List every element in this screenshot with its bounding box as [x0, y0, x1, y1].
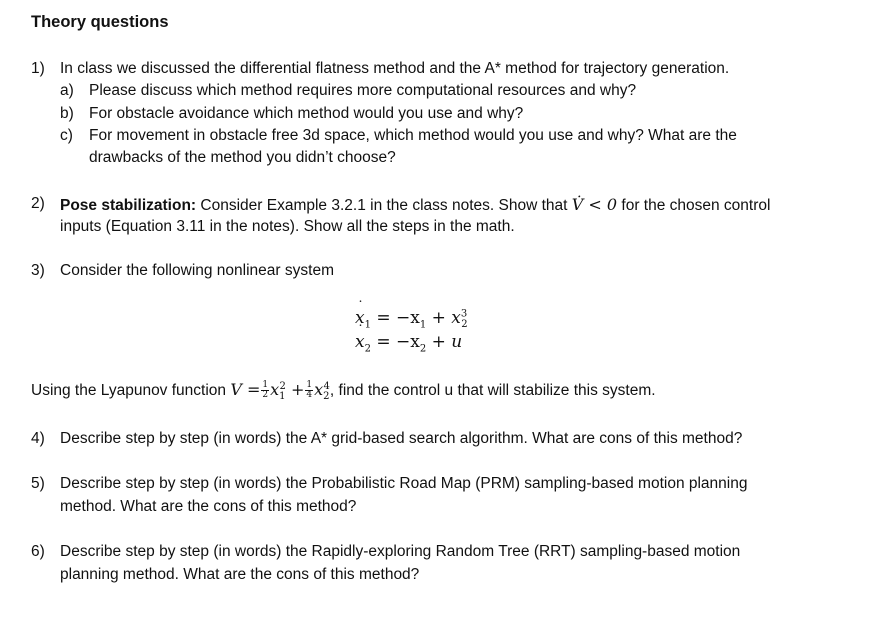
q6-number: 6) — [31, 543, 45, 560]
q2-text2: for the chosen control — [621, 197, 771, 214]
q1c-text-line2: drawbacks of the method you didn’t choose? — [89, 149, 396, 166]
q1-text: In class we discussed the differential flatness method and the A* method for trajectory generation. — [60, 60, 730, 77]
q6-line2: planning method. What are the cons of this method? — [60, 566, 420, 583]
q1c-text-line1: For movement in obstacle free 3d space, which method would you use and why? What are the — [89, 127, 737, 144]
equation-1: x $˙_1 = -x_1 + x^3_2$ — [355, 308, 468, 330]
eq2-tail: + u — [431, 332, 463, 352]
q1a-text: Please discuss which method requires more computational resources and why? — [89, 82, 637, 99]
q3-text: Consider the following nonlinear system — [60, 262, 334, 279]
lyapunov-pre: Using the Lyapunov function — [31, 382, 227, 399]
page-title: Theory questions — [31, 13, 169, 31]
lyapunov-function: V = $\frac{1}{2}$ $x_1^2$ + $\frac{1}{4}$ $x_2^4$ — [230, 380, 330, 403]
q1b-label: b) — [60, 105, 74, 122]
q2-line2: inputs (Equation 3.11 in the notes). Show all the steps in the math. — [60, 218, 515, 235]
q5-line1: Describe step by step (in words) the Probabilistic Road Map (PRM) sampling-based motion planning — [60, 475, 748, 492]
q5-line2: method. What are the cons of this method? — [60, 498, 357, 515]
q5-number: 5) — [31, 475, 45, 492]
q4-number: 4) — [31, 430, 45, 447]
q2-text1: Consider Example 3.2.1 in the class notes. Show that — [200, 197, 568, 214]
q1-number: 1) — [31, 60, 45, 77]
eq1-rhs: = −x — [376, 308, 420, 328]
q2-number: 2) — [31, 195, 45, 212]
q6-line1: Describe step by step (in words) the Rapidly-exploring Random Tree (RRT) sampling-based motion — [60, 543, 741, 560]
q1a-label: a) — [60, 82, 74, 99]
q1c-label: c) — [60, 127, 73, 144]
q2-bold-label: Pose stabilization: — [60, 197, 197, 214]
q4-text: Describe step by step (in words) the A* grid-based search algorithm. What are cons of this method? — [60, 430, 743, 447]
equation-2: x $˙_2 = -x_2 + u$ — [355, 332, 462, 354]
lyapunov-post: , find the control u that will stabilize this system. — [329, 382, 656, 399]
q2-line1 — [60, 195, 770, 215]
q3-number: 3) — [31, 262, 45, 279]
eq2-rhs: = −x — [376, 332, 420, 352]
q1b-text: For obstacle avoidance which method would you use and why? — [89, 105, 524, 122]
lyapunov-line — [31, 380, 656, 402]
q2-math: V̇ < 0 — [571, 195, 618, 214]
